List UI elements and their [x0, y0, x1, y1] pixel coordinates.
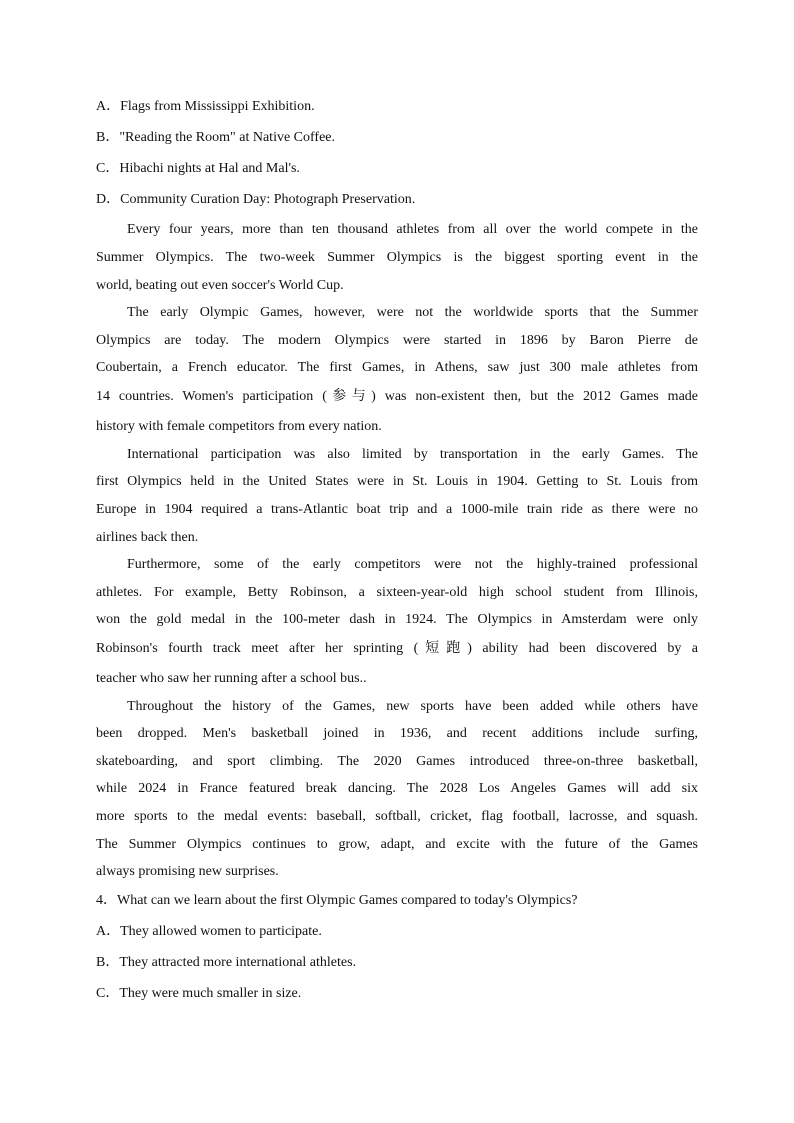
- option-a: A．Flags from Mississippi Exhibition.: [96, 99, 315, 114]
- passage-p5-line: been dropped. Men's basketball joined in 1936, and recent additions include surfing,: [96, 726, 698, 741]
- option-b: B．"Reading the Room" at Native Coffee.: [96, 130, 336, 145]
- passage-p5-line: while 2024 in France featured break dancing. The 2028 Los Angeles Games will add six: [96, 781, 698, 796]
- passage-p5-line: always promising new surprises.: [96, 864, 279, 879]
- passage-p2-line: history with female competitors from every nation.: [96, 419, 382, 434]
- passage-p3-line: Europe in 1904 required a trans-Atlantic boat trip and a 1000-mile train ride as there were no: [96, 502, 698, 517]
- option-d: D．Community Curation Day: Photograph Preservation.: [96, 192, 416, 207]
- passage-p2-line: Coubertain, a French educator. The first Games, in Athens, saw just 300 male athletes from: [96, 360, 698, 375]
- passage-p1-line: Every four years, more than ten thousand athletes from all over the world compete in the: [127, 222, 698, 237]
- passage-p4-line: Furthermore, some of the early competitors were not the highly-trained professional: [127, 557, 698, 572]
- answer-option-c: C．They were much smaller in size.: [96, 986, 302, 1001]
- passage-p3-line: airlines back then.: [96, 530, 199, 545]
- passage-p5-line: Throughout the history of the Games, new sports have been added while others have: [127, 699, 698, 714]
- passage-p4-line: Robinson's fourth track meet after her sprinting (短跑) ability had been discovered by a: [96, 641, 698, 656]
- passage-p3-line: first Olympics held in the United States were in St. Louis in 1904. Getting to St. Louis from: [96, 474, 698, 489]
- passage-p2-line: 14 countries. Women's participation (参与) was non-existent then, but the 2012 Games made: [96, 389, 698, 404]
- passage-p3-line: International participation was also limited by transportation in the early Games. The: [127, 447, 698, 462]
- option-c: C．Hibachi nights at Hal and Mal's.: [96, 161, 300, 176]
- passage-p5-line: more sports to the medal events: baseball, softball, cricket, flag football, lacrosse, and squash.: [96, 809, 698, 824]
- passage-p1-line: world, beating out even soccer's World Cup.: [96, 278, 344, 293]
- passage-p1-line: Summer Olympics. The two-week Summer Olympics is the biggest sporting event in the: [96, 250, 698, 265]
- answer-option-a: A．They allowed women to participate.: [96, 924, 322, 939]
- passage-p5-line: The Summer Olympics continues to grow, adapt, and excite with the future of the Games: [96, 837, 698, 852]
- passage-p2-line: Olympics are today. The modern Olympics were started in 1896 by Baron Pierre de: [96, 333, 698, 348]
- passage-p4-line: won the gold medal in the 100-meter dash in 1924. The Olympics in Amsterdam were only: [96, 612, 698, 627]
- question-stem: 4．What can we learn about the first Olympic Games compared to today's Olympics?: [96, 893, 578, 908]
- passage-p4-line: athletes. For example, Betty Robinson, a sixteen-year-old high school student from Illinois,: [96, 585, 698, 600]
- passage-p2-line: The early Olympic Games, however, were not the worldwide sports that the Summer: [127, 305, 698, 320]
- answer-option-b: B．They attracted more international athletes.: [96, 955, 357, 970]
- passage-p5-line: skateboarding, and sport climbing. The 2020 Games introduced three-on-three basketball,: [96, 754, 698, 769]
- passage-p4-line: teacher who saw her running after a school bus..: [96, 671, 367, 686]
